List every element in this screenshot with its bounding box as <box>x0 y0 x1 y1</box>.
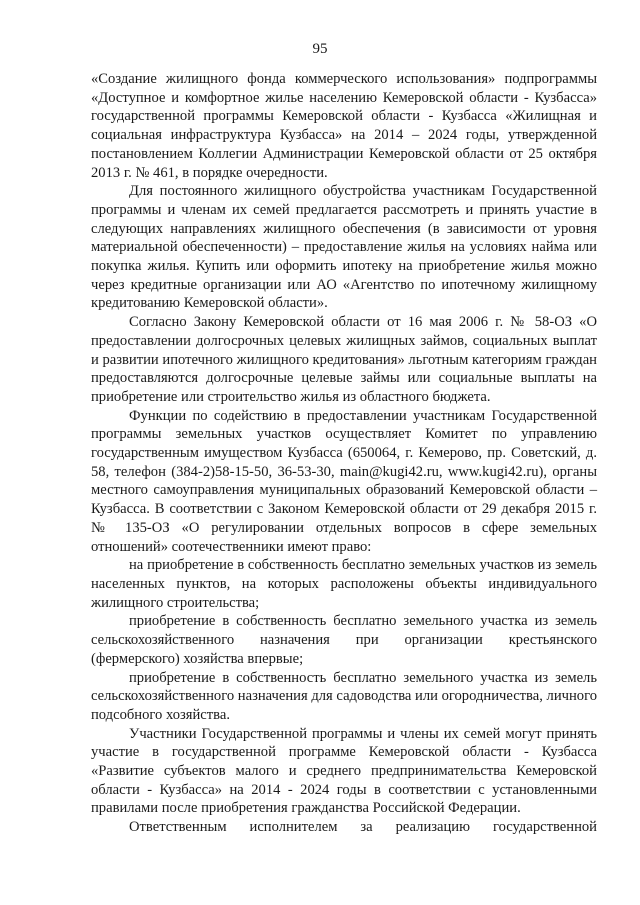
paragraph: «Создание жилищного фонда коммерческого использования» подпрограммы «Доступное и комфортное жилье населению Кемеровской области - Кузбасса» государственной программы Кемеровской области - Кузбасса «Жилищная и социальная инфраструктура Кузбасса» на 2014 – 2024 годы, утвержденной постановлением Коллегии Администрации Кемеровской области от 25 октября 2013 г. № 461, в порядке очередности. <box>91 71 597 181</box>
paragraph: Функции по содействию в предоставлении участникам Государственной программы земельных участков осуществляет Комитет по управлению государственным имуществом Кузбасса (650064, г. Кемерово, пр. Советский, д. 58, телефон (384-2)58-15-50, 36-53-30, main@kugi42.ru, www.kugi42.ru), органы местного самоуправления муниципальных образований Кемеровской области – Кузбасса. В соответствии с Законом Кемеровской области от 29 декабря 2015 г. № 135-ОЗ «О регулировании отдельных вопросов в сфере земельных отношений» соотечественники имеют право: <box>91 407 597 555</box>
paragraph: Участники Государственной программы и члены их семей могут принять участие в государственной программе Кемеровской области - Кузбасса «Развитие субъектов малого и среднего предпринимательства Кемеровской области - Кузбасса» на 2014 - 2024 годы в соответствии с установленными правилами после приобретения гражданства Российской Федерации. <box>91 725 597 817</box>
document-body <box>91 70 597 837</box>
paragraph: приобретение в собственность бесплатно земельного участка из земель сельскохозяйственного назначения при организации крестьянского (фермерского) хозяйства впервые; <box>91 613 597 667</box>
paragraph: Для постоянного жилищного обустройства участникам Государственной программы и членам их семей предлагается рассмотреть и принять участие в следующих направлениях жилищного обеспечения (в зависимости от уровня материальной обеспеченности) – предоставление жилья на условиях найма или покупка жилья. Купить или оформить ипотеку на приобретение жилья можно через кредитные организации или АО «Агентство по ипотечному жилищному кредитованию Кемеровской области». <box>91 183 597 312</box>
paragraph: на приобретение в собственность бесплатно земельных участков из земель населенных пунктов, на которых расположены объекты индивидуального жилищного строительства; <box>91 557 597 611</box>
page-number: 95 <box>312 41 328 57</box>
paragraph: приобретение в собственность бесплатно земельного участка из земель сельскохозяйственного назначения для садоводства или огородничества, личного подсобного хозяйства. <box>91 669 597 723</box>
paragraph: Ответственным исполнителем за реализацию государственной <box>129 819 597 836</box>
paragraph: Согласно Закону Кемеровской области от 16 мая 2006 г. № 58-ОЗ «О предоставлении долгосрочных целевых жилищных займов, социальных выплат и развитии ипотечного жилищного кредитования» льготным категориям граждан предоставляются долгосрочные целевые займы или социальные выплаты на приобретение или строительство жилья из областного бюджета. <box>91 314 597 405</box>
